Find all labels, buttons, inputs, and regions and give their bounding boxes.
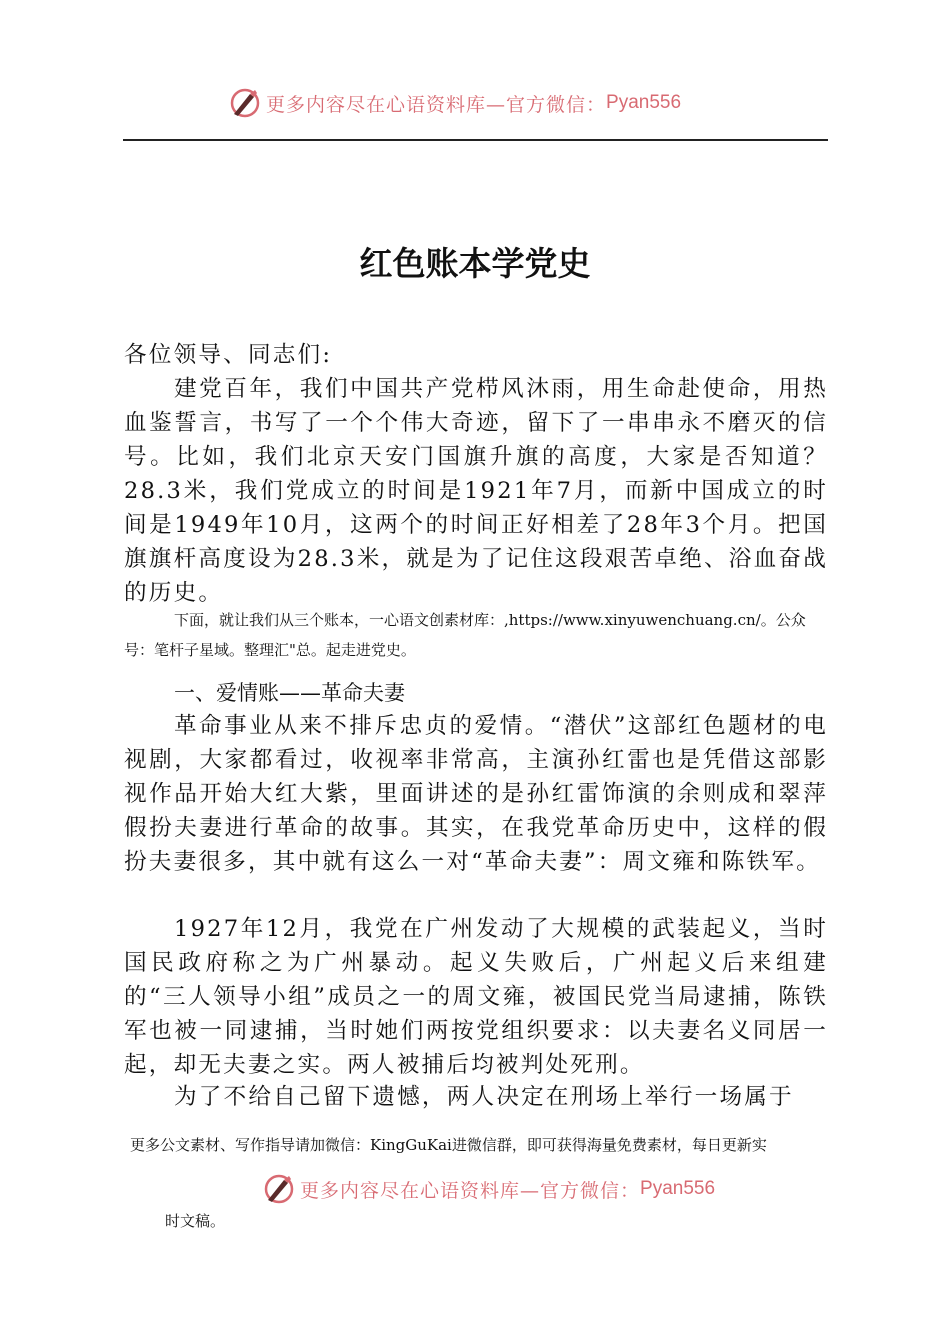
- header-brand: [228, 86, 681, 120]
- paragraph-4: 为了不给自己留下遗憾，两人决定在刑场上举行一场属于: [174, 1084, 794, 1110]
- paragraph-1: 建党百年，我们中国共产党栉风沐雨，用生命赴使命，用热血鉴誓言，书写了一个个伟大奇迹，留下了一串串永不磨灭的信号。比如，我们北京天安门国旗升旗的高度，大家是否知道？28.3米，我们党成立的时间是1921年7月，而新中国成立的时间是1949年10月，这两个的时间正好相差了28年3个月。把国旗旗杆高度设为28.3米，就是为了记住这段艰苦卓绝、浴血奋战的历史。: [124, 376, 828, 606]
- paragraph-3: 1927年12月，我党在广州发动了大规模的武装起义，当时国民政府称之为广州暴动。起义失败后，广州起义后来组建的“三人领导小组”成员之一的周文雍，被国民党当局逮捕，陈铁军也被一同逮捕，当时她们两按党组织要求：以夫妻名义同居一起，却无夫妻之实。两人被捕后均被判处死刑。: [124, 916, 828, 1078]
- brand-text: 更多内容尽在心语资料库—官方微信：: [300, 1179, 641, 1202]
- header-divider: [123, 139, 828, 141]
- footer-line-1: 更多公文素材、写作指导请加微信：KingGuKai进微信群，即可获得海量免费素材，每日更新实: [130, 1136, 767, 1154]
- brand-wechat-id: Pyan556: [640, 1178, 716, 1199]
- brand-text: 更多内容尽在心语资料库—官方微信：: [266, 93, 607, 116]
- paragraph-2: 革命事业从来不排斥忠贞的爱情。“潜伏”这部红色题材的电视剧，大家都看过，收视率非常高，主演孙红雷也是凭借这部影视作品开始大红大紫，里面讲述的是孙红雷饰演的余则成和翠萍假扮夫妻进行革命的故事。其实，在我党革命历史中，这样的假扮夫妻很多，其中就有这么一对“革命夫妻”：周文雍和陈铁军。: [124, 713, 828, 875]
- section-heading-1: 一、爱情账——革命夫妻: [174, 681, 405, 705]
- page-title: 红色账本学党史: [359, 244, 591, 283]
- pen-logo-icon: [262, 1172, 296, 1206]
- pen-logo-icon: [228, 86, 262, 120]
- salutation: 各位领导、同志们:: [124, 342, 333, 368]
- intro-line: 下面，就让我们从三个账本，一心语文创素材库：,https://www.xinyuwenchuang.cn/。公众号：笔杆子星域。整理汇"总。起走进党史。: [124, 611, 806, 659]
- brand-wechat-id: Pyan556: [606, 92, 682, 113]
- footer-brand: [262, 1172, 715, 1206]
- footer-line-2: 时文稿。: [165, 1212, 226, 1230]
